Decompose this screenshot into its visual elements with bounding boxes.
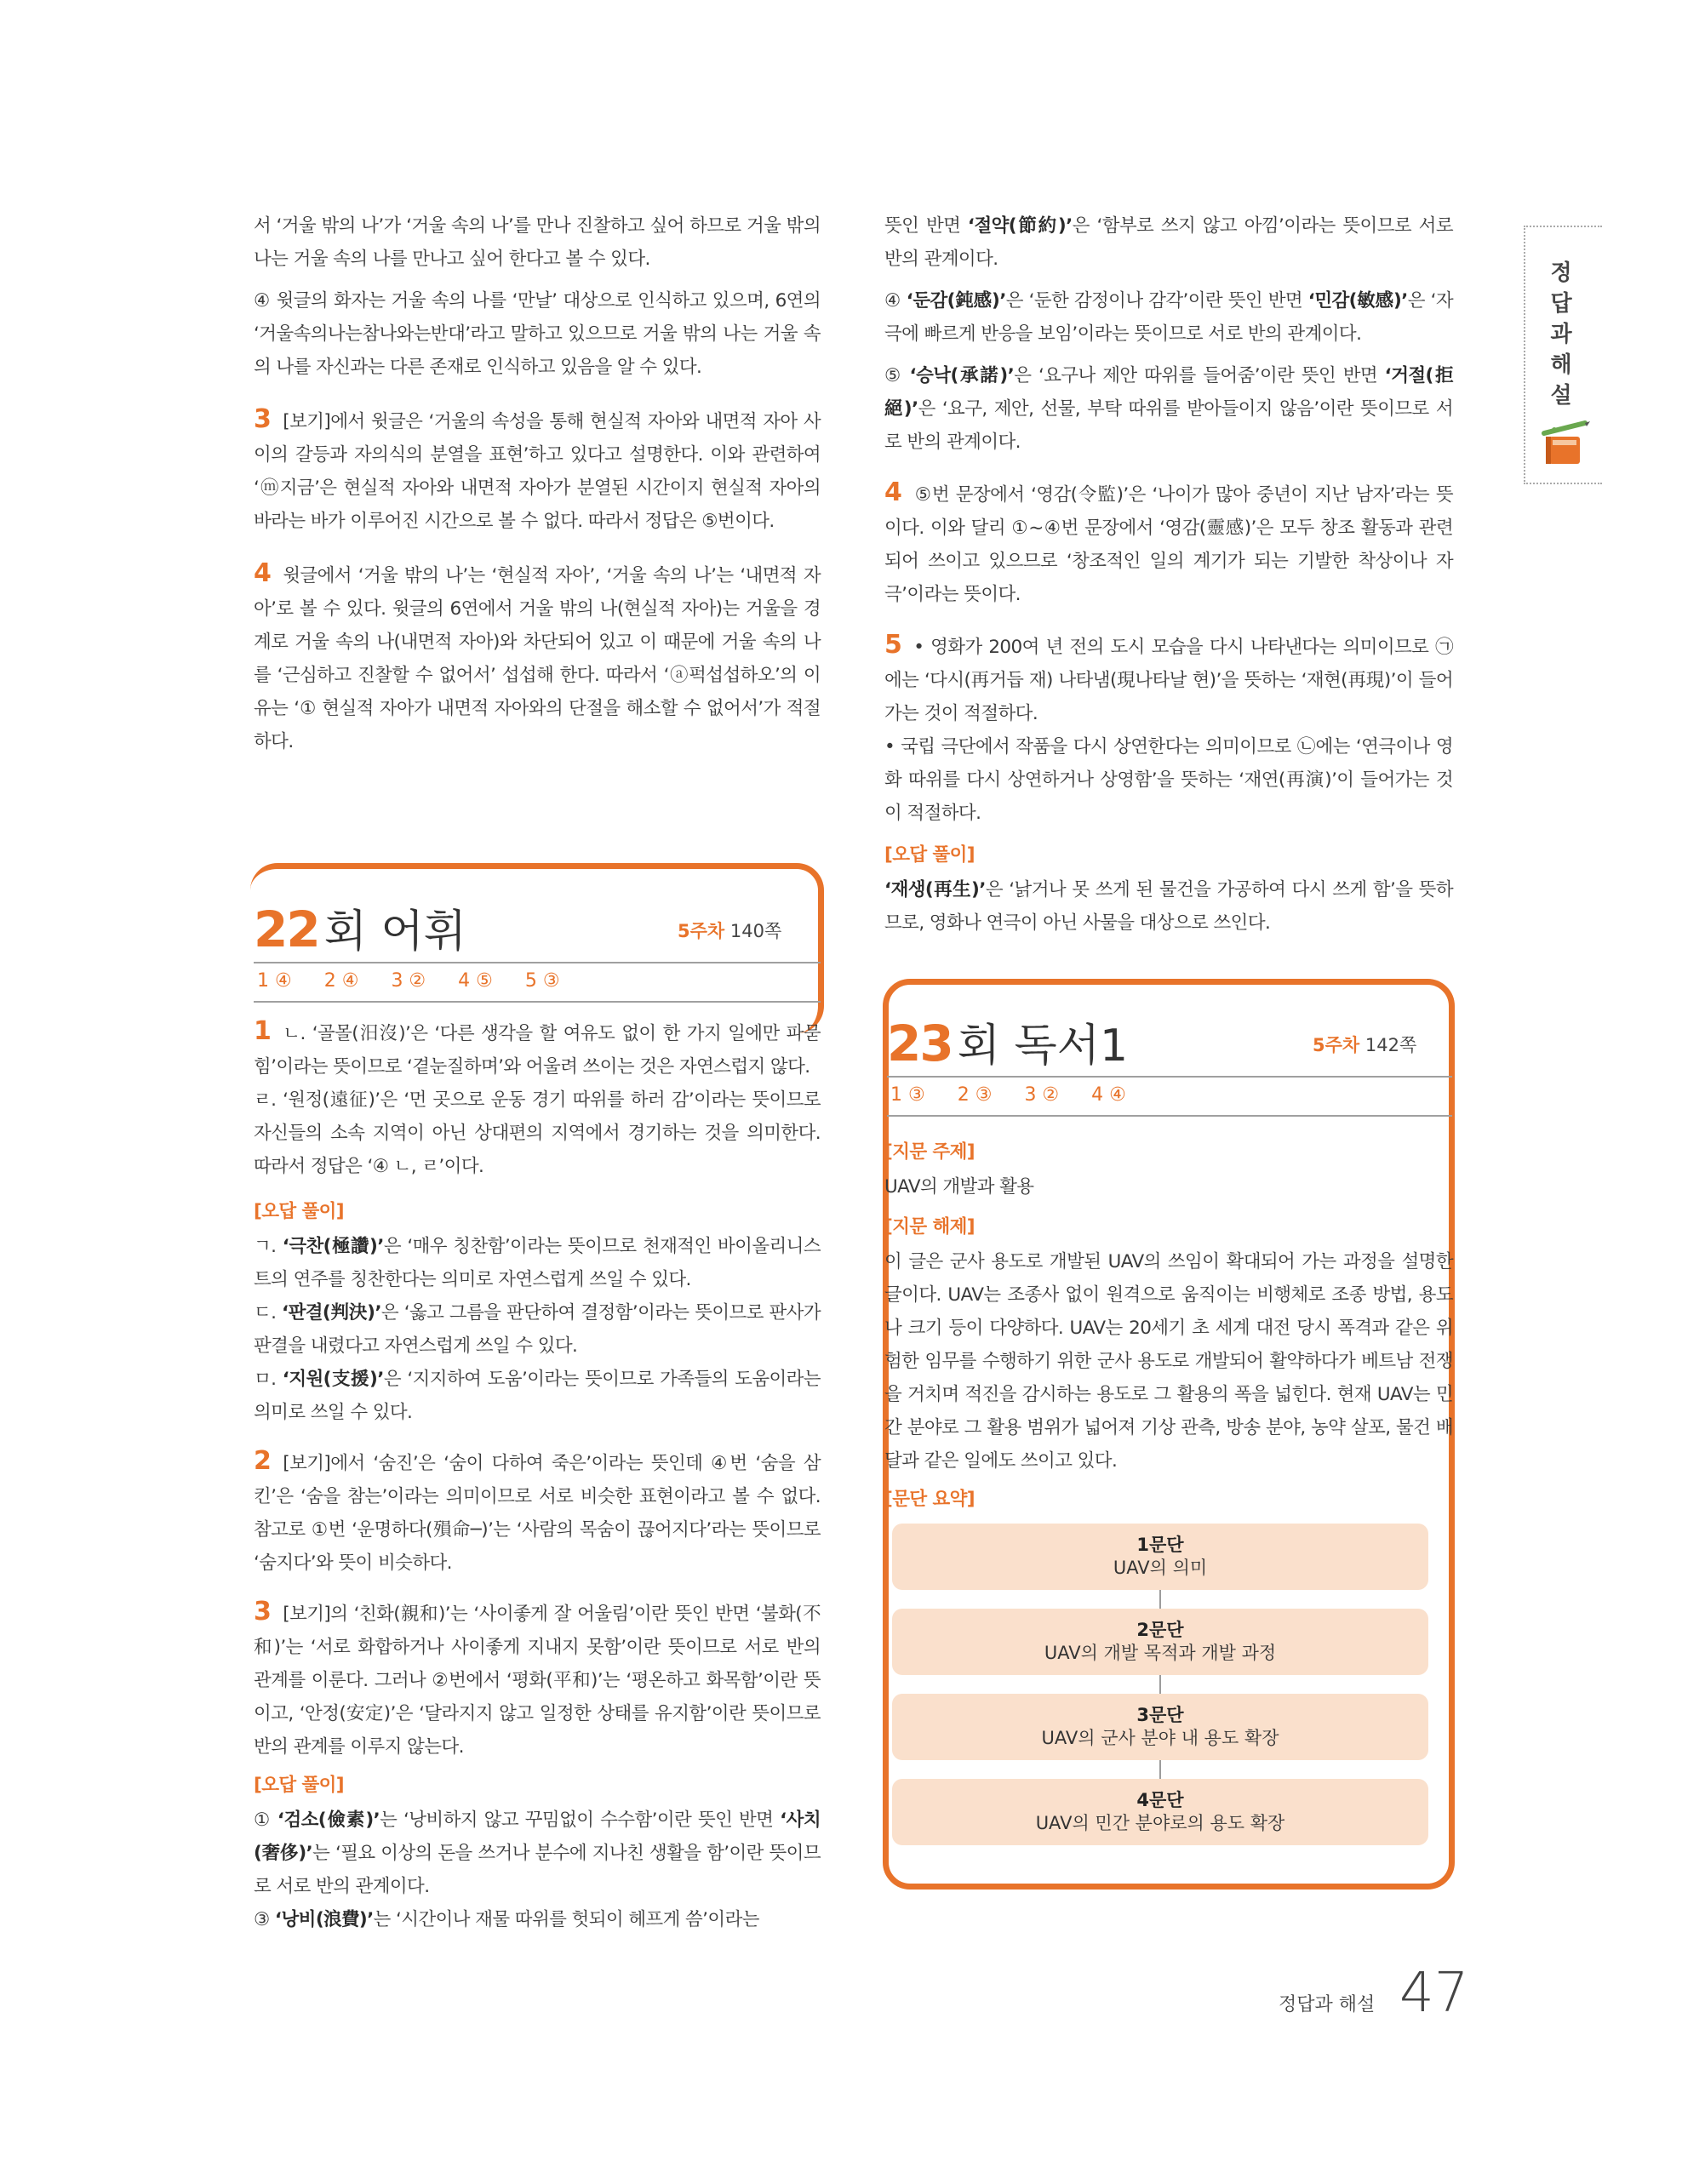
theme-text: UAV의 개발과 활용 xyxy=(884,1176,1034,1198)
week-page-ref: 5주차 140쪽 xyxy=(678,921,782,941)
left-column-bottom xyxy=(254,1015,821,1945)
answer-item: 1 ④ xyxy=(257,970,292,992)
explanation-text: 이 글은 군사 용도로 개발된 UAV의 쓰임이 확대되어 가는 과정을 설명한 글이다. UAV는 조종사 없이 원격으로 움직이는 비행체로 조종 방법, 용도나 크기 등이 다양하다. UAV는 20세기 초 세계 대전 당시 폭격과 같은 위험한 임무를 수행하기 위한 군사 용도로 개발되어 활약하다가 베트남 전쟁을 거치며 적진을 감시하는 용도로 그 활용의 폭을 넓힌다. 현재 UAV는 민간 분야로 그 활용 범위가 넓어져 기상 관측, 방송 분야, 농약 살포, 물건 배달과 같은 일에도 쓰이고 있다. xyxy=(884,1251,1453,1472)
book-pencil-icon xyxy=(1537,416,1590,469)
answer-item: 1 ③ xyxy=(890,1084,925,1106)
answer-2-explanation: 2 [보기]에서 ‘숨진’은 ‘숨이 다하여 죽은’이라는 뜻인데 ④번 ‘숨을 삼킨’은 ‘숨을 참는’이라는 의미이므로 서로 비슷한 표현이라고 볼 수 없다. 참고로 ①번 ‘운명하다(殞命─)’는 ‘사람의 목숨이 끊어지다’라는 뜻이므로 ‘숨지다’와 뜻이 비슷하다. xyxy=(254,1446,821,1574)
paragraph-box: 3문단 UAV의 군사 분야 내 용도 확장 xyxy=(892,1694,1428,1760)
answer-4-explanation: 4 윗글에서 ‘거울 밖의 나’는 ‘현실적 자아’, ‘거울 속의 나’는 ‘내면적 자아’로 볼 수 있다. 윗글의 6연에서 거울 밖의 나(현실적 자아)는 거울을 경계로 거울 속의 나(내면적 자아)와 차단되어 있고 이 때문에 거울 속의 나를 ‘근심하고 진찰할 수 없어서’ 섭섭해 한다. 따라서 ‘ⓐ퍽섭섭하오’의 이유는 ‘① 현실적 자아가 내면적 자아와의 단절을 해소할 수 없어서’가 적절하다. xyxy=(254,558,821,752)
summary-heading: [문단 요약] xyxy=(884,1489,975,1510)
paragraph: ⑤ ‘승낙(承諾)’은 ‘요구나 제안 따위를 들어줌’이란 뜻인 반면 ‘거절(拒絕)’은 ‘요구, 제안, 선물, 부탁 따위를 받아들이지 않음’이란 뜻이므로 서로 반의 관계이다. xyxy=(884,365,1453,453)
answer-3-explanation: 3 [보기]의 ‘친화(親和)’는 ‘사이좋게 잘 어울림’이란 뜻인 반면 ‘불화(不和)’는 ‘서로 화합하거나 사이좋게 지내지 못함’이란 뜻이므로 서로 반의 관계를 이룬다. 그러나 ②번에서 ‘평화(平和)’는 ‘평온하고 화목함’이란 뜻이고, ‘안정(安定)’은 ‘달라지지 않고 일정한 상태를 유지함’이란 뜻이므로 반의 관계를 이루지 않는다. xyxy=(254,1597,821,1758)
paragraph: ④ 윗글의 화자는 거울 속의 나를 ‘만날’ 대상으로 인식하고 있으며, 6연의 ‘거울속의나는참나와는반대’라고 말하고 있으므로 거울 밖의 나는 거울 속의 나를 자신과는 다른 존재로 인식하고 있음을 알 수 있다. xyxy=(254,290,821,378)
answer-5-explanation: 5 • 영화가 200여 년 전의 도시 모습을 다시 나타낸다는 의미이므로 ㉠에는 ‘다시(再거듭 재) 나타냄(現나타날 현)’을 뜻하는 ‘재현(再現)’이 들어가는 것이 적절하다. xyxy=(884,630,1453,724)
footer-label: 정답과 해설 xyxy=(1279,1994,1376,2015)
answer-4-explanation: 4 ⑤번 문장에서 ‘영감(令監)’은 ‘나이가 많아 중년이 지난 남자’라는 뜻이다. 이와 달리 ①~④번 문장에서 ‘영감(靈感)’은 모두 창조 활동과 관련되어 쓰이고 있으므로 ‘창조적인 일의 계기가 되는 기발한 착상이나 자극’이라는 뜻이다. xyxy=(884,477,1453,605)
paragraph: ㄷ. ‘판결(判決)’은 ‘옳고 그름을 판단하여 결정함’이라는 뜻이므로 판사가 판결을 내렸다고 자연스럽게 쓰일 수 있다. xyxy=(254,1302,821,1357)
answer-item: 4 ④ xyxy=(1091,1084,1126,1106)
answer-key-22 xyxy=(257,970,560,992)
right-column-bottom xyxy=(884,1130,1453,1518)
answer-item: 2 ④ xyxy=(323,970,359,992)
paragraph: ㄹ. ‘원정(遠征)’은 ‘먼 곳으로 운동 경기 따위를 하러 감’이라는 뜻이므로 자신들의 소속 지역이 아닌 상대편의 지역에서 경기하는 것을 의미한다. 따라서 정답은 ‘④ ㄴ, ㄹ’이다. xyxy=(254,1089,821,1177)
paragraph: ㅁ. ‘지원(支援)’은 ‘지지하여 도움’이라는 뜻이므로 가족들의 도움이라는 의미로 쓰일 수 있다. xyxy=(254,1369,821,1423)
theme-heading: [지문 주제] xyxy=(884,1141,975,1163)
paragraph: ㄱ. ‘극찬(極讚)’은 ‘매우 칭찬함’이라는 뜻이므로 천재적인 바이올리니스트의 연주를 칭찬한다는 의미로 자연스럽게 쓰일 수 있다. xyxy=(254,1236,821,1290)
page-number: 47 xyxy=(1399,1962,1469,2025)
paragraph-box: 2문단 UAV의 개발 목적과 개발 과정 xyxy=(892,1609,1428,1675)
side-tab-label: 정 답 과 해 설 xyxy=(1550,260,1572,409)
answer-item: 3 ② xyxy=(1024,1084,1060,1106)
answer-item: 3 ② xyxy=(391,970,426,992)
answer-item: 4 ⑤ xyxy=(458,970,493,992)
paragraph: ‘재생(再生)’은 ‘낡거나 못 쓰게 된 물건을 가공하여 다시 쓰게 함’을 뜻하므로, 영화나 연극이 아닌 사물을 대상으로 쓰인다. xyxy=(884,879,1453,934)
answer-item: 2 ③ xyxy=(957,1084,993,1106)
answer-3-explanation: 3 [보기]에서 윗글은 ‘거울의 속성을 통해 현실적 자아와 내면적 자아 사이의 갈등과 자의식의 분열을 표현’하고 있다고 설명한다. 이와 관련하여 ‘ⓜ지금’은 현실적 자아와 내면적 자아가 분열된 시간이지 현실적 자아의 바라는 바가 이루어진 시간으로 볼 수 없다. 따라서 정답은 ⑤번이다. xyxy=(254,404,821,532)
paragraph: • 국립 극단에서 작품을 다시 상연한다는 의미이므로 ㉡에는 ‘연극이나 영화 따위를 다시 상연하거나 상영함’을 뜻하는 ‘재연(再演)’이 들어가는 것이 적절하다. xyxy=(884,736,1453,824)
explanation-heading: [지문 해제] xyxy=(884,1216,975,1238)
episode-23-title: 23 회 독서1 xyxy=(887,1015,1129,1072)
divider xyxy=(254,1001,821,1003)
paragraph-box: 4문단 UAV의 민간 분야로의 용도 확장 xyxy=(892,1779,1428,1845)
paragraph-box: 1문단 UAV의 의미 xyxy=(892,1524,1428,1590)
divider xyxy=(254,962,821,963)
wrong-answer-heading: [오답 풀이] xyxy=(254,1775,345,1796)
answer-item: 5 ③ xyxy=(524,970,560,992)
question-number: 4 xyxy=(254,558,272,588)
episode-22-title: 22 회 어휘 xyxy=(254,900,466,958)
divider xyxy=(887,1076,1452,1078)
question-number: 3 xyxy=(254,404,272,434)
divider xyxy=(887,1115,1452,1117)
side-tab xyxy=(1524,226,1602,484)
right-column-top xyxy=(884,209,1453,948)
paragraph: ① ‘검소(儉素)’는 ‘낭비하지 않고 꾸밈없이 수수함’이란 뜻인 반면 ‘사치(奢侈)’는 ‘필요 이상의 돈을 쓰거나 분수에 지나친 생활을 함’이란 뜻이므로 서로 반의 관계이다. xyxy=(254,1810,821,1897)
paragraph: ③ ‘낭비(浪費)’는 ‘시간이나 재물 따위를 헛되이 헤프게 씀’이라는 xyxy=(254,1909,759,1930)
wrong-answer-heading: [오답 풀이] xyxy=(884,844,975,866)
paragraph: 뜻인 반면 ‘절약(節約)’은 ‘함부로 쓰지 않고 아낌’이라는 뜻이므로 서로 반의 관계이다. xyxy=(884,215,1453,270)
answer-1-explanation: 1 ㄴ. ‘골몰(汨沒)’은 ‘다른 생각을 할 여유도 없이 한 가지 일에만 파묻힘’이라는 뜻이므로 ‘곁눈질하며’와 어울려 쓰이는 것은 자연스럽지 않다. xyxy=(254,1016,821,1078)
paragraph: 서 ‘거울 밖의 나’가 ‘거울 속의 나’를 만나 진찰하고 싶어 하므로 거울 밖의 나는 거울 속의 나를 만나고 싶어 한다고 볼 수 있다. xyxy=(254,215,821,270)
paragraph: ④ ‘둔감(鈍感)’은 ‘둔한 감정이나 감각’이란 뜻인 반면 ‘민감(敏感)’은 ‘자극에 빠르게 반응을 보임’이라는 뜻이므로 서로 반의 관계이다. xyxy=(884,290,1453,345)
left-column-top xyxy=(254,209,821,767)
week-page-ref: 5주차 142쪽 xyxy=(1313,1035,1417,1055)
answer-key-23 xyxy=(890,1084,1126,1106)
wrong-answer-heading: [오답 풀이] xyxy=(254,1201,345,1222)
